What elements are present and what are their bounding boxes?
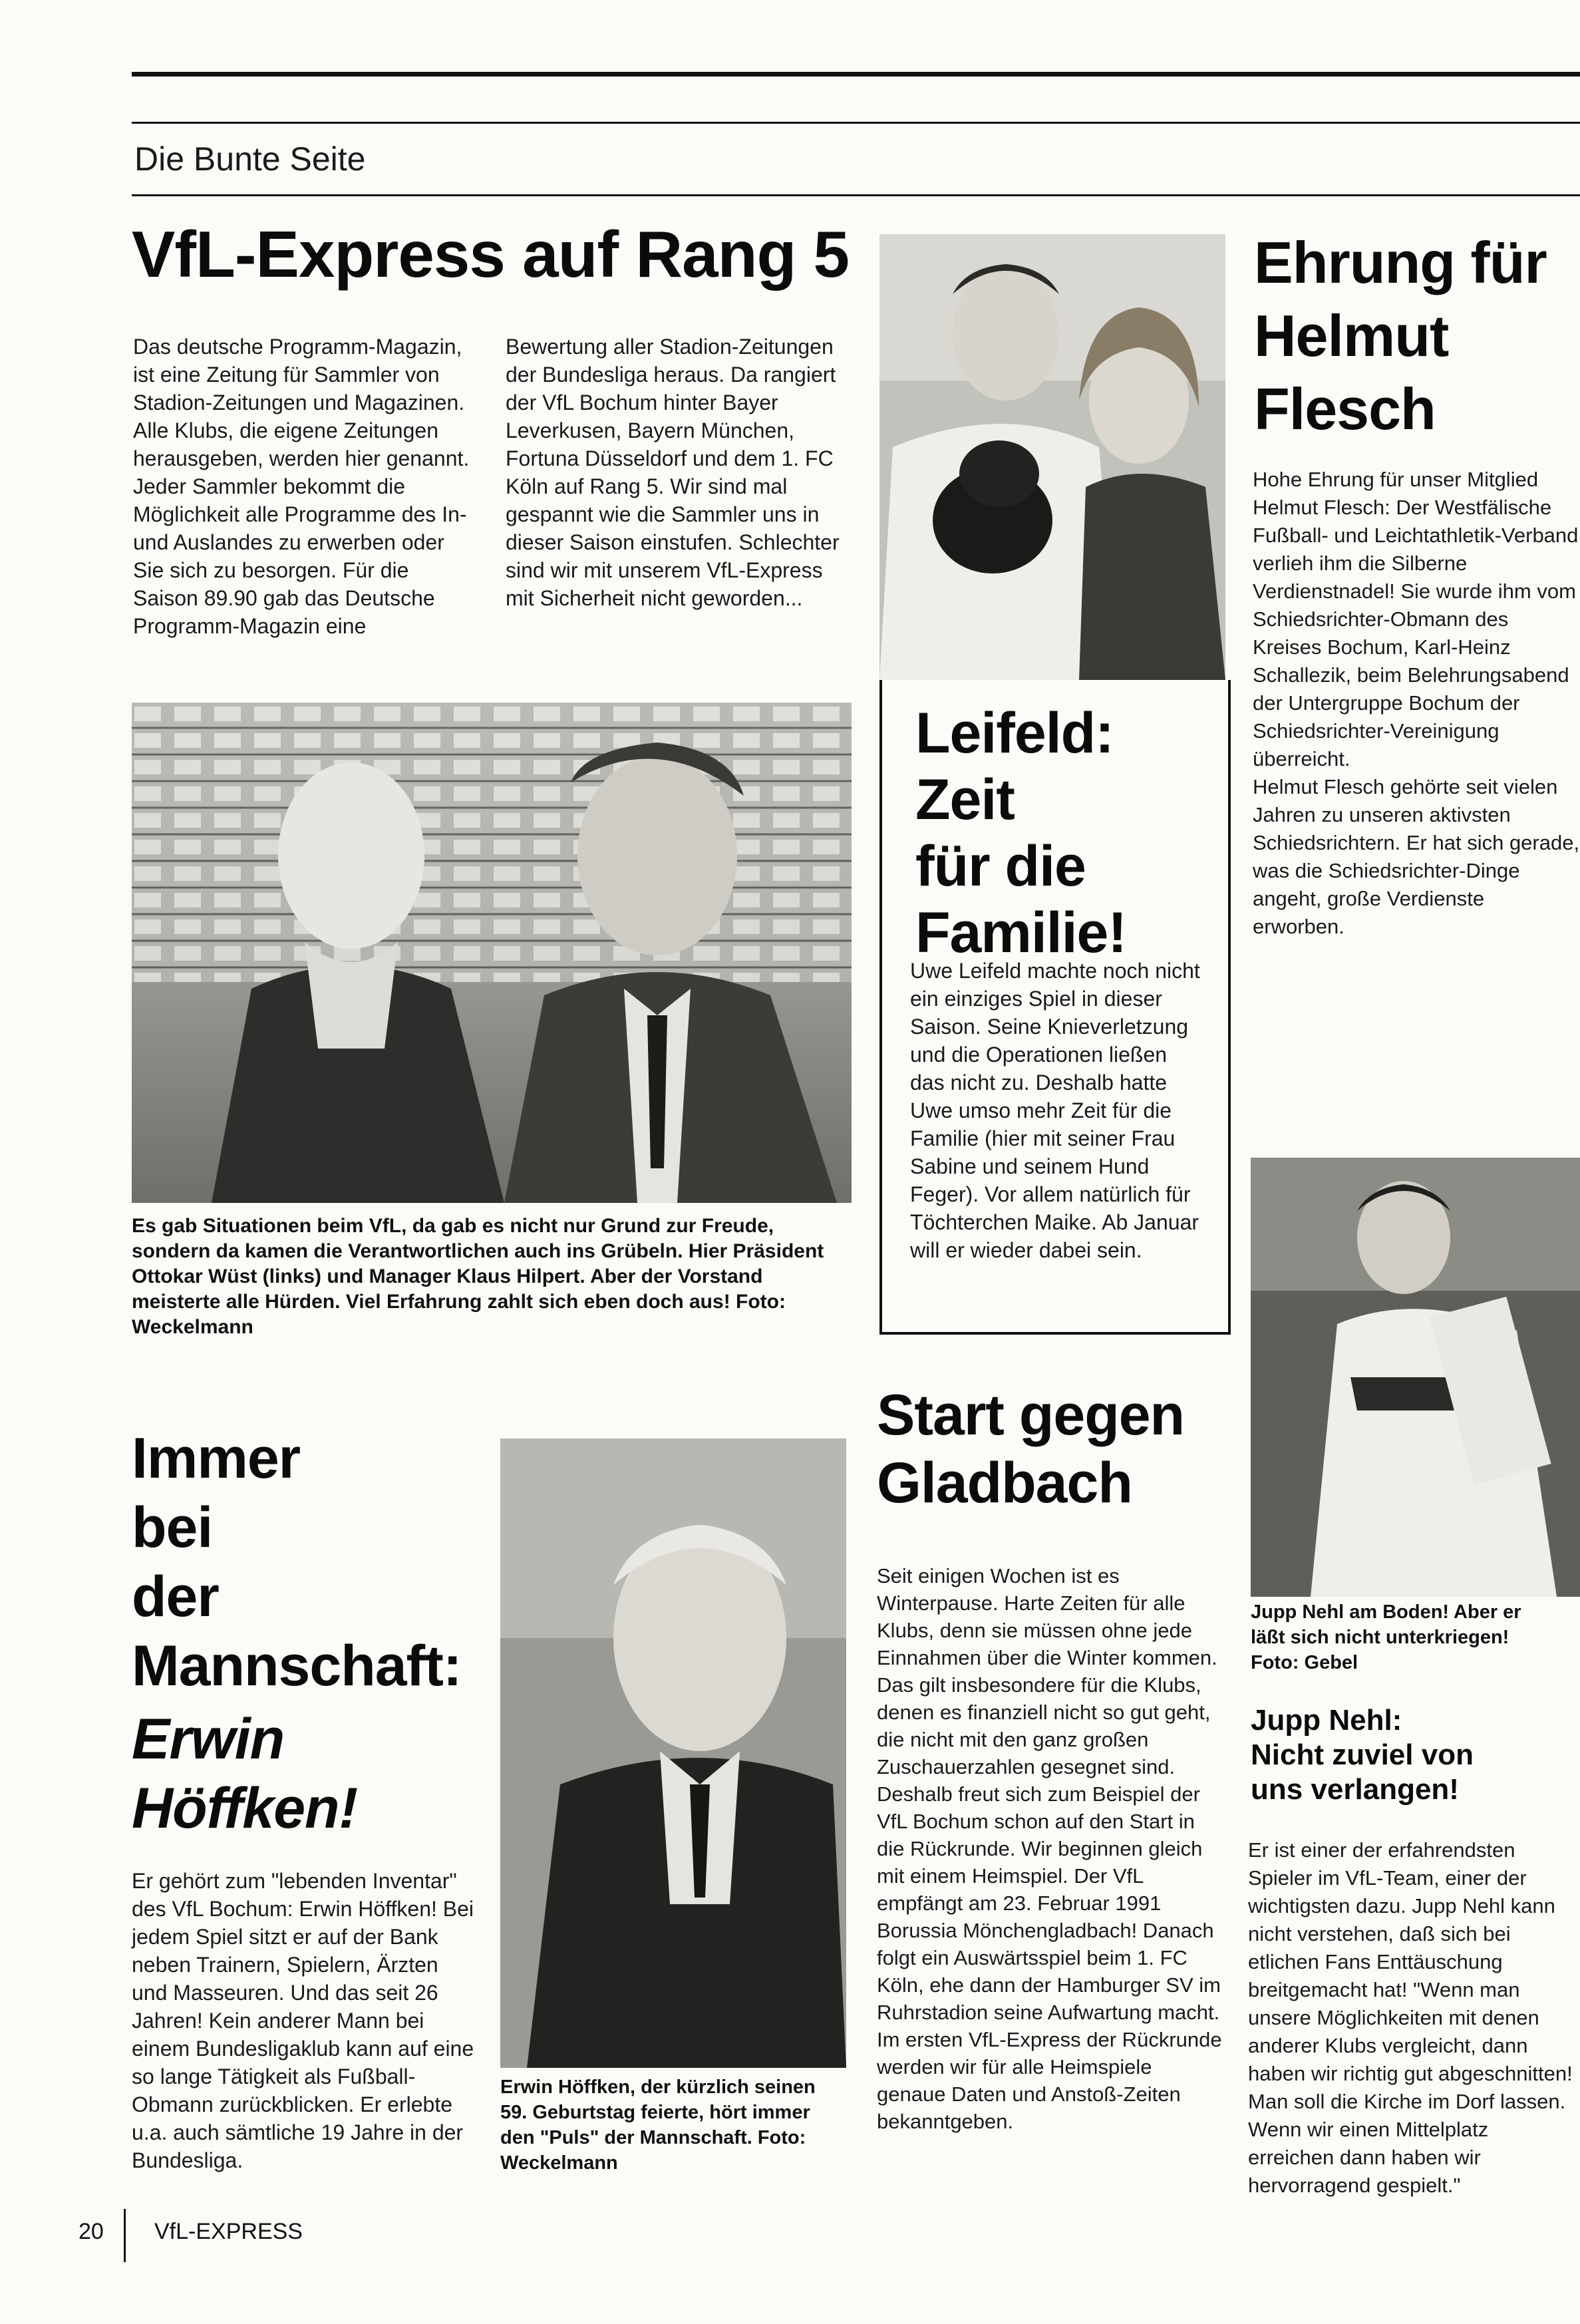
leifeld-headline-line3: für die [915,834,1086,898]
hoeffken-headline-line1: Immer [132,1426,301,1490]
leifeld-headline-line4: Familie! [915,901,1126,965]
section-title: Die Bunte Seite [134,140,366,178]
gladbach-headline [877,1381,1184,1517]
flesch-headline-line3: Flesch [1254,376,1436,442]
footer-divider [124,2209,126,2262]
caption-jupp-nehl [1251,1599,1580,1675]
photo-hoeffken [500,1438,846,2068]
rang-body-col2 [506,333,845,612]
caption-wuest-hilpert: Es gab Situationen beim VfL, da gab es nicht nur Grund zur Freude, sondern da kamen die Verantwortlichen auch ins Grübeln. Hier Präsident Ottokar Wüst (links) und Manager Klaus Hilpert. Aber der Vorstand meisterte alle Hürden. Viel Erfahrung zahlt sich eben doch aus! Foto: Weckelmann [132,1215,824,1338]
top-rule [132,72,1580,77]
flesch-headline-line2: Helmut [1254,303,1449,369]
photo-wuest-hilpert [132,703,852,1203]
gladbach-headline-line1: Start gegen [877,1383,1185,1447]
nehl-caption-line1: Jupp Nehl am Boden! Aber er [1251,1601,1521,1623]
flesch-body-p1: Hohe Ehrung für unser Mitglied Helmut Flesch: Der Westfälische Fußball- und Leichtathletik-Verband verlieh ihm die Silberne Verdienstnadel! Sie wurde ihm vom Schiedsrichter-Obmann des Kreises Bochum, Karl-Heinz Schallezik, beim Belehrungsabend der Untergruppe Bochum der Schiedsrichter-Vereinigung überreicht. [1253,468,1579,770]
gladbach-body [877,1562,1225,2135]
nehl-body: Er ist einer der erfahrendsten Spieler im VfL-Team, einer der wichtigsten dazu. Jupp Nehl kann nicht verstehen, daß sich bei etlichen Fans Enttäuschung breitgemacht hat! "Wenn man unsere Möglichkeiten mit denen anderer Klubs vergleicht, dann haben wir richtig gut abgeschnitten! Man soll die Kirche im Dorf lassen. Wenn wir einen Mittelplatz erreichen dann haben wir hervorragend gespielt." [1248,1838,1573,2197]
header-rule-upper [132,122,1580,124]
nehl-caption-line3: Foto: Gebel [1251,1652,1358,1673]
nehl-headline-line1: Jupp Nehl: [1251,1704,1402,1737]
photo-leifeld-family [879,234,1225,680]
hoeffken-headline-line2: bei [132,1496,213,1560]
rang-col2-text: Bewertung aller Stadion-Zeitungen der Bundesliga heraus. Da rangiert der VfL Bochum hinter Bayer Leverkusen, Bayern München, Fortuna Düsseldorf und dem 1. FC Köln auf Rang 5. Wir sind mal gespannt wie die Sammler uns in dieser Saison einstufen. Schlechter sind wir mit unserem VfL-Express mit Sicherheit nicht geworden... [506,335,840,610]
nehl-headline-line3: uns verlangen! [1251,1773,1459,1806]
hoeffken-headline-line4: Mannschaft: [132,1634,462,1698]
rang-headline: VfL-Express auf Rang 5 [132,218,850,291]
flesch-body-p2: Helmut Flesch gehörte seit vielen Jahren zu unseren aktivsten Schiedsrichtern. Er hat sich gerade, was die Schiedsrichter-Dinge angeht, große Verdienste erworben. [1253,775,1580,938]
leifeld-headline-line1: Leifeld: [915,701,1114,765]
leifeld-headline-line2: Zeit [915,768,1015,832]
leifeld-body: Uwe Leifeld machte noch nicht ein einziges Spiel in dieser Saison. Seine Knieverletzung und die Operationen ließen das nicht zu. Deshalb hatte Uwe umso mehr Zeit für die Familie (hier mit seiner Frau Sabine und seinem Hund Feger). Vor allem natürlich für Töchterchen Maike. Ab Januar will er wieder dabei sein. [910,959,1200,1262]
hoeffken-headline-name1: Erwin [132,1707,285,1771]
rang-col1-text: Das deutsche Programm-Magazin, ist eine Zeitung für Sammler von Stadion-Zeitungen und Magazinen. Alle Klubs, die eigene Zeitungen herausgeben, werden hier genannt. Jeder Sammler bekommt die Möglichkeit alle Programme des In- und Auslandes zu erwerben oder Sie sich zu besorgen. Für die Saison 89.90 gab das Deutsche Programm-Magazin eine [133,335,470,638]
flesch-body [1253,466,1580,941]
hoeffken-body: Er gehört zum "lebenden Inventar" des VfL Bochum: Erwin Höffken! Bei jedem Spiel sitzt er auf der Bank neben Trainern, Spielern, Ärzten und Masseuren. Und das seit 26 Jahren! Kein anderer Mann bei einem Bundesligaklub kann auf eine so lange Tätigkeit als Fußball-Obmann zurückblicken. Er erlebte u.a. auch sämtliche 19 Jahre in der Bundesliga. [132,1869,474,2172]
nehl-headline-line2: Nicht zuviel von [1251,1739,1474,1771]
nehl-caption-line2: läßt sich nicht unterkriegen! [1251,1627,1509,1648]
nehl-headline [1251,1703,1474,1807]
gladbach-body-p2: Deshalb freut sich zum Beispiel der VfL Bochum schon auf den Start in die Rückrunde. Wir beginnen gleich mit einem Heimspiel. Der VfL empfängt am 23. Februar 1991 Borussia Mönchengladbach! Danach folgt ein Auswärtsspiel beim 1. FC Köln, ehe dann der Hamburger SV im Ruhrstadion seine Aufwartung macht. Im ersten VfL-Express der Rückrunde werden wir für alle Heimspiele genaue Daten und Anstoß-Zeiten bekanntgeben. [877,1782,1222,2133]
gladbach-body-p1: Seit einigen Wochen ist es Winterpause. Harte Zeiten für alle Klubs, denn sie müssen ohne jede Einnahmen über die Winter kommen. Das gilt insbesondere für die Klubs, denen es finanziell nicht so gut geht, die nicht mit den ganz großen Zuschauerzahlen gesegnet sind. [877,1564,1217,1778]
caption-hoeffken: Erwin Höffken, der kürzlich seinen 59. Geburtstag feierte, hört immer den "Puls" der Mannschaft. Foto: Weckelmann [500,2076,816,2174]
gladbach-headline-line2: Gladbach [877,1451,1132,1515]
header-rule-lower [132,194,1580,196]
hoeffken-headline [132,1424,461,1843]
flesch-headline-line1: Ehrung für [1254,230,1547,295]
photo-jupp-nehl [1251,1158,1580,1597]
rang-body-col1 [133,333,479,640]
flesch-headline [1254,226,1547,446]
footer-publication: VfL-EXPRESS [154,2219,303,2244]
hoeffken-headline-line3: der [132,1565,219,1629]
hoeffken-headline-name2: Höffken! [132,1776,358,1840]
leifeld-box [879,680,1231,1335]
footer-page-number: 20 [79,2219,104,2244]
leifeld-headline [915,700,1126,966]
